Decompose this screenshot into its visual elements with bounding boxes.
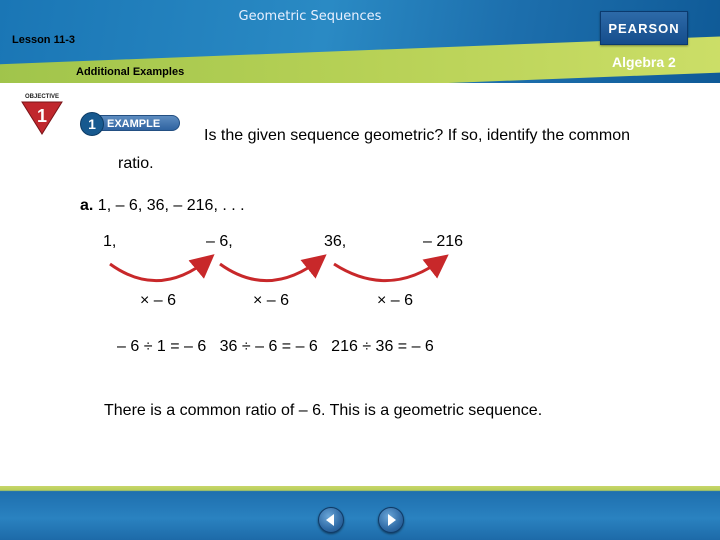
slide-title: Geometric Sequences [238, 9, 382, 24]
conclusion-text: There is a common ratio of – 6. This is a geometric sequence. [104, 402, 543, 419]
lesson-label: Lesson 11-3 [12, 34, 75, 46]
check-1: – 6 ÷ 1 = – 6 [117, 338, 207, 355]
multiplier-3: × – 6 [377, 292, 414, 309]
forward-arrow-icon [379, 508, 403, 532]
arc-arrow-1 [110, 258, 210, 281]
slide-header [0, 0, 720, 83]
arc-arrow-3 [334, 258, 444, 281]
check-3: 216 ÷ 36 = – 6 [331, 338, 434, 355]
question-text: Is the given sequence geometric? If so, identify the common ratio. [118, 127, 631, 172]
part-a-prompt [80, 197, 245, 215]
part-letter: a. [80, 197, 94, 214]
multiplier-2: × – 6 [253, 292, 290, 309]
ratio-checks [117, 338, 434, 356]
objective-marker [14, 94, 70, 136]
example-badge-label: EXAMPLE [94, 115, 180, 131]
objective-number: 1 [36, 106, 48, 126]
part-sequence: 1, – 6, 36, – 216, . . . [97, 197, 245, 214]
example-badge-number: 1 [80, 112, 104, 136]
objective-shield-icon [14, 94, 70, 136]
multiplier-1: × – 6 [140, 292, 177, 309]
term-2: – 6, [206, 233, 233, 250]
term-1: 1, [103, 233, 117, 250]
check-2: 36 ÷ – 6 = – 6 [219, 338, 318, 355]
term-3: 36, [324, 233, 347, 250]
forward-button[interactable] [378, 507, 404, 533]
course-label: Algebra 2 [612, 54, 676, 70]
slide-footer [0, 486, 720, 540]
pearson-logo [600, 11, 688, 45]
term-4: – 216 [423, 233, 464, 250]
back-button[interactable] [318, 507, 344, 533]
objective-label: OBJECTIVE [24, 94, 59, 100]
back-arrow-icon [319, 508, 343, 532]
section-label: Additional Examples [76, 66, 185, 78]
arc-arrow-2 [220, 258, 322, 281]
logo-text: PEARSON [608, 20, 680, 36]
